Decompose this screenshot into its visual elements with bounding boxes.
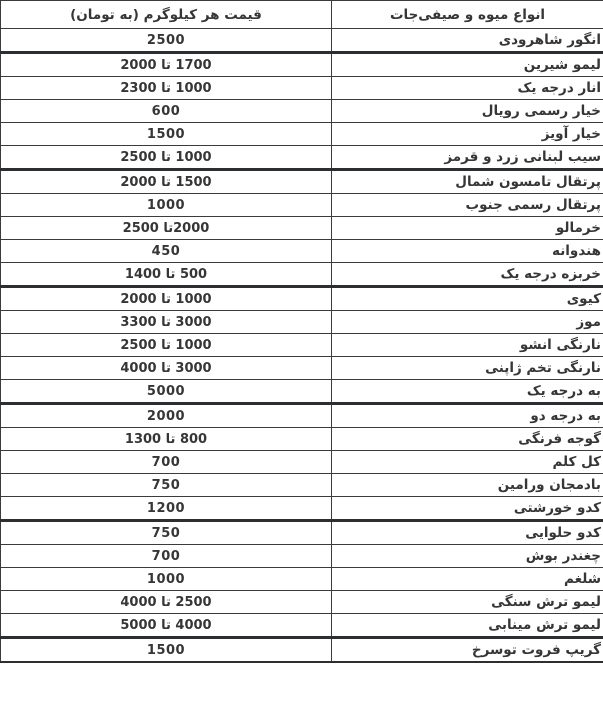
table-row [1,77,603,100]
table-row [1,568,603,591]
table-row [1,146,603,170]
produce-price-cell: 1500 [1,638,332,663]
table-row [1,521,603,545]
table-row [1,123,603,146]
produce-name-cell: انگور شاهرودی [332,29,603,53]
produce-price-cell: 1200 [1,497,332,521]
produce-price-cell: 500 تا 1400 [1,263,332,287]
table-row [1,428,603,451]
produce-price-cell: 800 تا 1300 [1,428,332,451]
table-row [1,263,603,287]
produce-name-cell: به درجه یک [332,380,603,404]
produce-name-cell: لیمو ترش مینابی [332,614,603,638]
table-row [1,545,603,568]
produce-name-cell: خرمالو [332,217,603,240]
table-row [1,100,603,123]
produce-price-cell: 1000 [1,568,332,591]
produce-price-cell: 2500 [1,29,332,53]
produce-name-cell: لیمو شیرین [332,53,603,77]
produce-price-cell: 3000 تا 3300 [1,311,332,334]
table-row [1,591,603,614]
table-row [1,614,603,638]
produce-price-cell: 1500 [1,123,332,146]
produce-price-cell: 2000تا 2500 [1,217,332,240]
table-row [1,474,603,497]
produce-price-cell: 1000 تا 2500 [1,146,332,170]
table-row [1,451,603,474]
produce-price-cell: 1500 تا 2000 [1,170,332,194]
produce-price-cell: 750 [1,521,332,545]
produce-price-cell: 2000 [1,404,332,428]
produce-price-cell: 750 [1,474,332,497]
produce-price-cell: 5000 [1,380,332,404]
produce-price-cell: 450 [1,240,332,263]
produce-name-cell: چغندر بوش [332,545,603,568]
table-row [1,194,603,217]
produce-name-cell: خیار آویز [332,123,603,146]
table-row [1,287,603,311]
table-row [1,170,603,194]
produce-name-cell: هندوانه [332,240,603,263]
table-row [1,357,603,380]
produce-price-cell: 700 [1,451,332,474]
price-table-body [1,29,603,663]
table-header-row [1,1,603,29]
produce-price-cell: 700 [1,545,332,568]
produce-price-cell: 4000 تا 5000 [1,614,332,638]
produce-name-cell: لیمو ترش سنگی [332,591,603,614]
produce-name-cell: کل کلم [332,451,603,474]
produce-price-cell: 1000 تا 2000 [1,287,332,311]
produce-price-cell: 2500 تا 4000 [1,591,332,614]
produce-price-cell: 3000 تا 4000 [1,357,332,380]
produce-name-cell: پرتقال تامسون شمال [332,170,603,194]
produce-name-cell: سیب لبنانی زرد و قرمز [332,146,603,170]
produce-name-cell: خربزه درجه یک [332,263,603,287]
produce-price-cell: 1700 تا 2000 [1,53,332,77]
table-row [1,334,603,357]
produce-name-cell: گوجه فرنگی [332,428,603,451]
produce-price-cell: 1000 [1,194,332,217]
produce-name-cell: نارنگی انشو [332,334,603,357]
produce-price-cell: 1000 تا 2300 [1,77,332,100]
produce-name-cell: موز [332,311,603,334]
produce-name-cell: کدو حلوایی [332,521,603,545]
table-row [1,311,603,334]
produce-name-cell: نارنگی تخم ژاپنی [332,357,603,380]
produce-name-cell: کدو خورشتی [332,497,603,521]
produce-price-cell: 600 [1,100,332,123]
produce-name-cell: خیار رسمی رویال [332,100,603,123]
table-row [1,240,603,263]
name-column-header: انواع میوه و صیفی‌جات [332,1,603,29]
table-row [1,497,603,521]
produce-name-cell: پرتقال رسمی جنوب [332,194,603,217]
produce-name-cell: بادمجان ورامین [332,474,603,497]
produce-price-cell: 1000 تا 2500 [1,334,332,357]
produce-name-cell: شلغم [332,568,603,591]
table-row [1,53,603,77]
table-row [1,380,603,404]
table-row [1,29,603,53]
price-column-header: قیمت هر کیلوگرم (به تومان) [1,1,332,29]
table-row [1,638,603,663]
table-row [1,404,603,428]
produce-name-cell: به درجه دو [332,404,603,428]
table-row [1,217,603,240]
produce-name-cell: گریپ فروت توسرخ [332,638,603,663]
produce-name-cell: کیوی [332,287,603,311]
produce-name-cell: انار درجه یک [332,77,603,100]
